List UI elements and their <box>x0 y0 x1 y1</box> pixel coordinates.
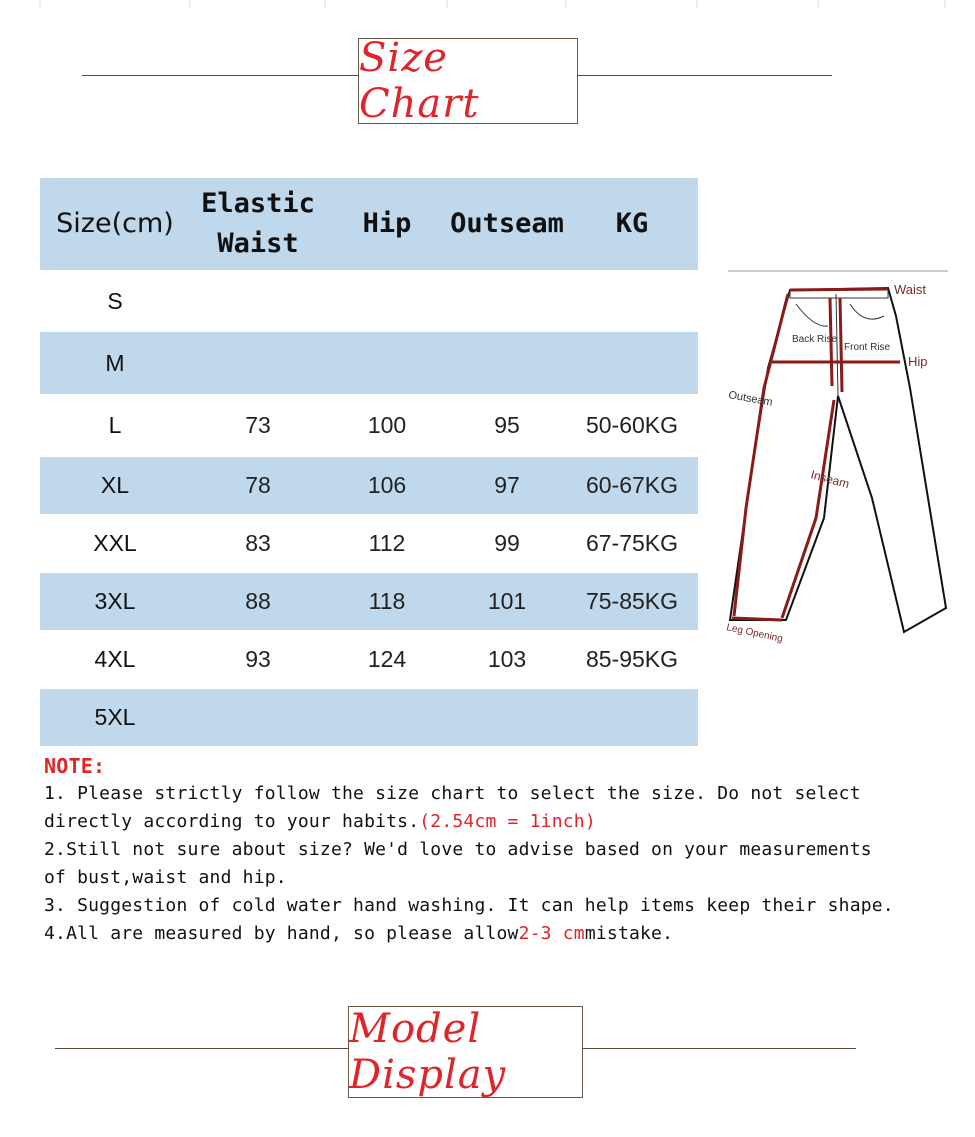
size-cell: 5XL <box>40 689 190 746</box>
outseam-cell <box>448 332 566 394</box>
kg-cell <box>566 270 698 332</box>
outseam-cell: 97 <box>448 457 566 514</box>
hip-cell: 124 <box>367 646 407 672</box>
footer-line-left <box>55 1048 348 1049</box>
pants-outline <box>730 288 946 632</box>
hip-cell <box>326 689 448 746</box>
outseam-cell: 95 <box>494 412 520 438</box>
header-size: Size(cm) <box>40 178 190 270</box>
tolerance-value: 2-3 cm <box>518 923 585 944</box>
note-text: mistake. <box>584 923 674 944</box>
hip-cell <box>326 270 448 332</box>
size-cell: L <box>108 412 122 438</box>
size-chart-title-frame <box>358 35 578 127</box>
hip-cell: 106 <box>326 457 448 514</box>
note-line: 2.Still not sure about size? We'd love to advise based on your measurements <box>44 839 872 860</box>
outseam-cell <box>448 689 566 746</box>
outseam-cell: 99 <box>494 530 520 556</box>
size-cell: M <box>40 332 190 394</box>
size-cell: XL <box>40 457 190 514</box>
kg-cell: 75-85KG <box>566 573 698 630</box>
kg-cell <box>566 689 698 746</box>
hip-cell: 112 <box>368 530 406 556</box>
outseam-cell: 101 <box>448 573 566 630</box>
note-line: 3. Suggestion of cold water hand washing. It can help items keep their shape. <box>44 895 894 916</box>
kg-cell: 67-75KG <box>585 530 679 556</box>
outseam-cell <box>448 270 566 332</box>
header-elastic-waist <box>190 178 326 270</box>
size-cell: S <box>107 287 123 314</box>
note-line <box>44 808 944 836</box>
waist-cell <box>190 270 326 332</box>
label-inseam: Inseam <box>809 467 851 492</box>
pants-measurement-diagram <box>724 268 974 648</box>
leg-opening-line <box>732 618 782 620</box>
waist-cell: 88 <box>190 573 326 630</box>
model-display-title: Model Display <box>349 1006 507 1098</box>
label-waist: Waist <box>894 282 927 297</box>
header-hip: Hip <box>326 178 448 270</box>
header-outseam: Outseam <box>448 178 566 270</box>
notes-section <box>44 752 944 948</box>
note-text: directly according to your habits. <box>44 811 420 832</box>
front-rise-line <box>840 298 842 392</box>
size-table <box>40 178 698 746</box>
outseam-cell: 103 <box>487 646 527 672</box>
note-text: 4.All are measured by hand, so please allow <box>44 923 519 944</box>
waist-cell: 73 <box>245 412 271 438</box>
waist-cell: 83 <box>245 530 271 556</box>
note-line <box>44 920 944 948</box>
header-line-left <box>82 75 358 76</box>
waist-cell: 93 <box>245 646 271 672</box>
kg-cell: 60-67KG <box>566 457 698 514</box>
kg-cell <box>566 332 698 394</box>
table-row <box>40 630 698 689</box>
size-cell: XXL <box>93 530 137 556</box>
hip-cell: 100 <box>367 412 407 438</box>
label-leg-opening: Leg Opening <box>725 622 784 645</box>
waist-measure-line <box>790 289 888 290</box>
waist-cell <box>190 332 326 394</box>
hip-cell <box>326 332 448 394</box>
table-row <box>40 689 698 746</box>
footer-line-right <box>582 1048 856 1049</box>
label-outseam: Outseam <box>727 389 774 409</box>
header-elastic: Elastic <box>201 188 315 219</box>
size-cell: 4XL <box>94 646 136 672</box>
kg-cell: 85-95KG <box>585 646 679 672</box>
table-row <box>40 457 698 514</box>
size-chart-title: Size Chart <box>359 35 480 127</box>
table-row <box>40 514 698 573</box>
header-line-right <box>577 75 832 76</box>
table-row <box>40 270 698 332</box>
label-back-rise: Back Rise <box>792 334 838 345</box>
note-line: 1. Please strictly follow the size chart to select the size. Do not select <box>44 783 861 804</box>
kg-cell: 50-60KG <box>585 412 679 438</box>
header-waist: Waist <box>217 228 299 259</box>
label-front-rise: Front Rise <box>844 342 891 353</box>
label-hip: Hip <box>908 354 928 369</box>
size-cell: 3XL <box>40 573 190 630</box>
header-kg: KG <box>566 178 698 270</box>
inch-conversion: (2.54cm = 1inch) <box>419 811 596 832</box>
model-display-title-frame <box>348 1006 583 1098</box>
note-title: NOTE: <box>44 754 106 778</box>
hip-cell: 118 <box>326 573 448 630</box>
table-row <box>40 394 698 457</box>
table-row <box>40 332 698 394</box>
waist-cell: 78 <box>190 457 326 514</box>
table-row <box>40 573 698 630</box>
top-divider-ticks <box>0 0 975 12</box>
waist-cell <box>190 689 326 746</box>
note-line: of bust,waist and hip. <box>44 867 287 888</box>
